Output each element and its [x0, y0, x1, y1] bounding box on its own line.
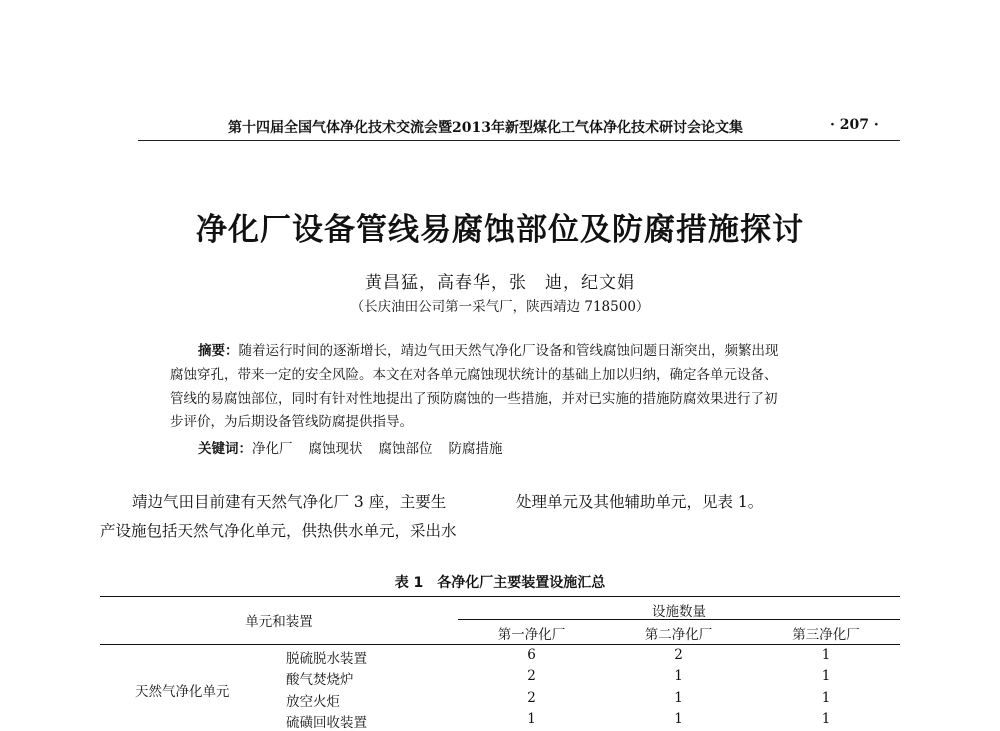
keyword: 腐蚀部位 [378, 441, 433, 457]
value-cell: 6 [527, 647, 536, 663]
column-header: 第二净化厂 [644, 627, 713, 643]
table-caption: 表 1 各净化厂主要装置设施汇总 [394, 575, 606, 591]
body-line: 处理单元及其他辅助单元，见表 1。 [516, 493, 764, 511]
column-header: 第一净化厂 [497, 627, 566, 643]
abstract-line-3: 管线的易腐蚀部位，同时有针对性地提出了预防腐蚀的一些措施，并对已实施的措施防腐效果进行了初 [170, 390, 778, 407]
value-cell: 2 [527, 690, 536, 706]
value-cell: 1 [821, 647, 831, 663]
affiliation: （长庆油田公司第一采气厂，陕西靖边 718500） [350, 299, 650, 315]
device-cell: 脱硫脱水装置 [286, 651, 367, 667]
column-header: 第三净化厂 [792, 627, 860, 643]
abstract-line-2: 腐蚀穿孔，带来一定的安全风险。本文在对各单元腐蚀现状统计的基础上加以归纳，确定各单元设备、 [170, 366, 778, 383]
value-cell: 1 [821, 711, 831, 727]
value-cell: 1 [821, 690, 831, 706]
header-rule [138, 140, 900, 141]
value-cell: 1 [674, 711, 683, 727]
abstract-line-4: 步评价，为后期设备管线防腐提供指导。 [170, 414, 413, 431]
value-cell: 1 [821, 668, 831, 684]
keyword: 净化厂 [252, 441, 293, 457]
header-count: 设施数量 [652, 604, 706, 620]
abstract-line-1: 摘要：随着运行时间的逐渐增长，靖边气田天然气净化厂设备和管线腐蚀问题日渐突出，频繁出现 [198, 343, 779, 359]
keyword: 防腐措施 [448, 441, 503, 457]
value-cell: 2 [674, 647, 683, 663]
device-cell: 放空火炬 [286, 694, 340, 710]
paper-title: 净化厂设备管线易腐蚀部位及防腐措施探讨 [196, 212, 804, 248]
table-top-rule [100, 596, 900, 597]
header-mid-rule [458, 619, 900, 620]
value-cell: 1 [674, 668, 683, 684]
body-line: 靖边气田目前建有天然气净化厂 3 座，主要生 [132, 493, 447, 511]
group-label: 天然气净化单元 [135, 684, 230, 700]
page-number: · 207 · [830, 117, 879, 133]
body-line: 产设施包括天然气净化单元，供热供水单元，采出水 [100, 522, 457, 540]
keywords-label: 关键词： [198, 441, 252, 457]
device-cell: 硫磺回收装置 [286, 715, 367, 731]
value-cell: 1 [527, 711, 536, 727]
authors: 黄昌猛，高春华，张 迪，纪文娟 [365, 273, 635, 293]
running-header: 第十四届全国气体净化技术交流会暨2013年新型煤化工气体净化技术研讨会论文集 [228, 120, 743, 136]
keyword: 腐蚀现状 [308, 441, 363, 457]
body-column-left [100, 488, 495, 546]
header-bottom-rule [100, 644, 900, 645]
header-unit: 单元和装置 [245, 614, 313, 630]
abstract [170, 340, 838, 435]
value-cell: 1 [674, 690, 683, 706]
value-cell: 2 [527, 668, 536, 684]
device-cell: 酸气焚烧炉 [286, 672, 354, 688]
body-column-right [516, 488, 763, 517]
keywords [198, 437, 519, 457]
abstract-label: 摘要： [198, 343, 239, 359]
